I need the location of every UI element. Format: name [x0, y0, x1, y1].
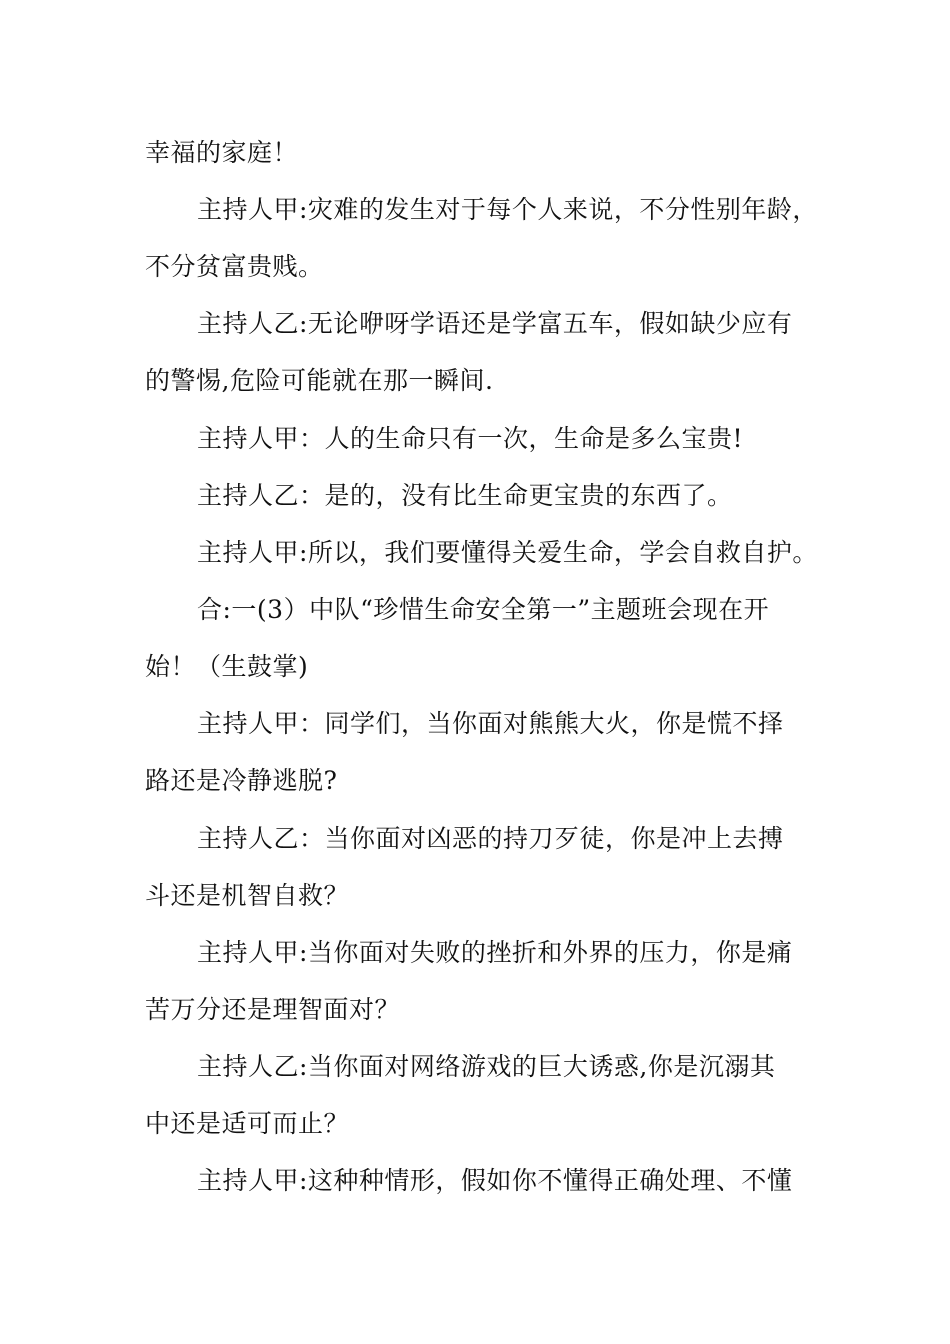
- text-line: 合:一(3）中队“珍惜生命安全第一”主题班会现在开: [197, 595, 770, 624]
- text-line: 主持人甲:灾难的发生对于每个人来说，不分性别年龄，: [197, 195, 818, 224]
- text-line: 主持人乙：当你面对凶恶的持刀歹徒，你是冲上去搏: [197, 824, 784, 853]
- text-line: 主持人乙：是的，没有比生命更宝贵的东西了。: [197, 481, 733, 510]
- text-line: 主持人甲：人的生命只有一次，生命是多么宝贵!: [197, 424, 744, 453]
- text-line: 主持人甲：同学们，当你面对熊熊大火，你是慌不择: [197, 709, 784, 738]
- text-line: 主持人甲:当你面对失败的挫折和外界的压力，你是痛: [197, 938, 793, 967]
- text-line: 斗还是机智自救？: [145, 881, 350, 910]
- text-line: 中还是适可而止？: [145, 1109, 350, 1138]
- text-line: 主持人乙:无论咿呀学语还是学富五车，假如缺少应有: [197, 309, 793, 338]
- text-line: 主持人甲:这种种情形，假如你不懂得正确处理、不懂: [197, 1166, 793, 1195]
- text-line: 始！（生鼓掌): [145, 652, 309, 681]
- text-line: 主持人甲:所以，我们要懂得关爱生命，学会自救自护。: [197, 538, 818, 567]
- text-line: 的警惕,危险可能就在那一瞬间.: [145, 366, 494, 395]
- text-line: 路还是冷静逃脱?: [145, 766, 338, 795]
- text-line: 苦万分还是理智面对？: [145, 995, 401, 1024]
- text-line: 幸福的家庭！: [145, 138, 299, 167]
- text-line: 主持人乙:当你面对网络游戏的巨大诱惑,你是沉溺其: [197, 1052, 776, 1081]
- text-line: 不分贫富贵贱。: [145, 252, 324, 281]
